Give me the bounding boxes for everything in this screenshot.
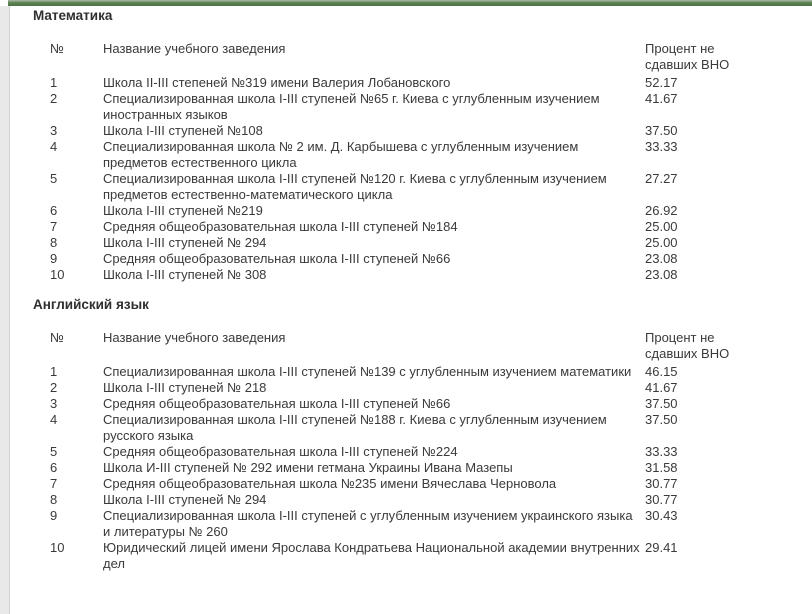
- table-row: [50, 171, 812, 203]
- mathematics-results-table: [50, 41, 812, 283]
- fail-percent: 30.77: [645, 476, 678, 491]
- column-header-school-name: Название учебного заведения: [103, 41, 286, 56]
- school-name: Школа I-III ступеней № 294: [103, 492, 267, 507]
- column-header-number: №: [50, 41, 64, 56]
- school-name: Специализированная школа I-III ступеней №188 г. Киева с углубленным изучением русского языка: [103, 412, 607, 443]
- english-results-table: [50, 330, 812, 572]
- table-body: [50, 75, 812, 283]
- column-header-number: №: [50, 330, 64, 345]
- row-number: 3: [50, 396, 58, 411]
- school-name: Средняя общеобразовательная школа I-III ступеней №66: [103, 396, 451, 411]
- table-row: [50, 412, 812, 444]
- table-row: [50, 396, 812, 412]
- row-number: 4: [50, 139, 58, 154]
- school-name: Специализированная школа I-III ступеней №65 г. Киева с углубленным изучением иностранных языков: [103, 91, 600, 122]
- school-name: Специализированная школа № 2 им. Д. Карбышева с углубленным изучением предметов естественного цикла: [103, 139, 579, 170]
- row-number: 1: [50, 75, 58, 90]
- row-number: 2: [50, 380, 58, 395]
- section-english: [33, 289, 812, 572]
- fail-percent: 37.50: [645, 412, 678, 427]
- school-name: Школа II-III степеней №319 имени Валерия Лобановского: [103, 75, 451, 90]
- table-row: [50, 219, 812, 235]
- row-number: 6: [50, 460, 58, 475]
- fail-percent: 30.77: [645, 492, 678, 507]
- fail-percent: 41.67: [645, 380, 678, 395]
- row-number: 6: [50, 203, 58, 218]
- school-name: Школа I-III ступеней № 308: [103, 267, 267, 282]
- table-row: [50, 380, 812, 396]
- school-name: Школа I-III ступеней №219: [103, 203, 263, 218]
- fail-percent: 37.50: [645, 396, 678, 411]
- table-row: [50, 460, 812, 476]
- row-number: 10: [50, 540, 65, 555]
- table-row: [50, 444, 812, 460]
- fail-percent: 31.58: [645, 460, 678, 475]
- fail-percent: 37.50: [645, 123, 678, 138]
- fail-percent: 29.41: [645, 540, 678, 555]
- row-number: 3: [50, 123, 58, 138]
- school-name: Школа I-III ступеней № 218: [103, 380, 267, 395]
- row-number: 7: [50, 219, 58, 234]
- table-row: [50, 139, 812, 171]
- school-name: Школа И-III ступеней № 292 имени гетмана Украины Ивана Мазепы: [103, 460, 513, 475]
- row-number: 5: [50, 444, 58, 459]
- fail-percent: 25.00: [645, 219, 678, 234]
- column-header-fail-percent: Процент не сдавших ВНО: [645, 41, 730, 72]
- fail-percent: 52.17: [645, 75, 678, 90]
- table-row: [50, 75, 812, 91]
- table-row: [50, 476, 812, 492]
- column-header-school-name: Название учебного заведения: [103, 330, 286, 345]
- table-header-row: [50, 330, 812, 362]
- section-title-english: Английский язык: [33, 297, 149, 312]
- school-name: Средняя общеобразовательная школа I-III ступеней №66: [103, 251, 451, 266]
- table-row: [50, 203, 812, 219]
- row-number: 2: [50, 91, 58, 106]
- row-number: 4: [50, 412, 58, 427]
- table-header-row: [50, 41, 812, 73]
- table-body: [50, 364, 812, 572]
- row-number: 8: [50, 492, 58, 507]
- school-name: Специализированная школа I-III ступеней №139 с углубленным изучением математики: [103, 364, 632, 379]
- row-number: 7: [50, 476, 58, 491]
- table-row: [50, 235, 812, 251]
- row-number: 9: [50, 508, 58, 523]
- school-name: Школа I-III ступеней № 294: [103, 235, 267, 250]
- row-number: 8: [50, 235, 58, 250]
- section-mathematics: [33, 6, 812, 283]
- school-name: Средняя общеобразовательная школа №235 имени Вячеслава Черновола: [103, 476, 557, 491]
- report-content: [10, 6, 812, 614]
- column-header-fail-percent: Процент не сдавших ВНО: [645, 330, 730, 361]
- fail-percent: 33.33: [645, 444, 678, 459]
- table-row: [50, 540, 812, 572]
- row-number: 10: [50, 267, 65, 282]
- school-name: Специализированная школа I-III ступеней №120 г. Киева с углубленным изучением предметов естественно-математического цикла: [103, 171, 607, 202]
- fail-percent: 23.08: [645, 267, 678, 282]
- table-row: [50, 123, 812, 139]
- fail-percent: 41.67: [645, 91, 678, 106]
- row-number: 5: [50, 171, 58, 186]
- fail-percent: 46.15: [645, 364, 678, 379]
- fail-percent: 33.33: [645, 139, 678, 154]
- section-title-mathematics: Математика: [33, 8, 113, 23]
- table-row: [50, 251, 812, 267]
- table-row: [50, 267, 812, 283]
- row-number: 1: [50, 364, 58, 379]
- fail-percent: 30.43: [645, 508, 678, 523]
- school-name: Школа I-III ступеней №108: [103, 123, 263, 138]
- school-name: Специализированная школа I-III ступеней с углубленным изучением украинского языка и литературы № 260: [103, 508, 633, 539]
- fail-percent: 26.92: [645, 203, 678, 218]
- fail-percent: 27.27: [645, 171, 678, 186]
- left-gutter: [0, 6, 10, 614]
- row-number: 9: [50, 251, 58, 266]
- table-row: [50, 492, 812, 508]
- school-name: Юридический лицей имени Ярослава Кондратьева Национальной академии внутренних дел: [103, 540, 640, 571]
- school-name: Средняя общеобразовательная школа I-III ступеней №224: [103, 444, 458, 459]
- school-name: Средняя общеобразовательная школа I-III ступеней №184: [103, 219, 458, 234]
- table-row: [50, 364, 812, 380]
- table-row: [50, 91, 812, 123]
- fail-percent: 25.00: [645, 235, 678, 250]
- table-row: [50, 508, 812, 540]
- fail-percent: 23.08: [645, 251, 678, 266]
